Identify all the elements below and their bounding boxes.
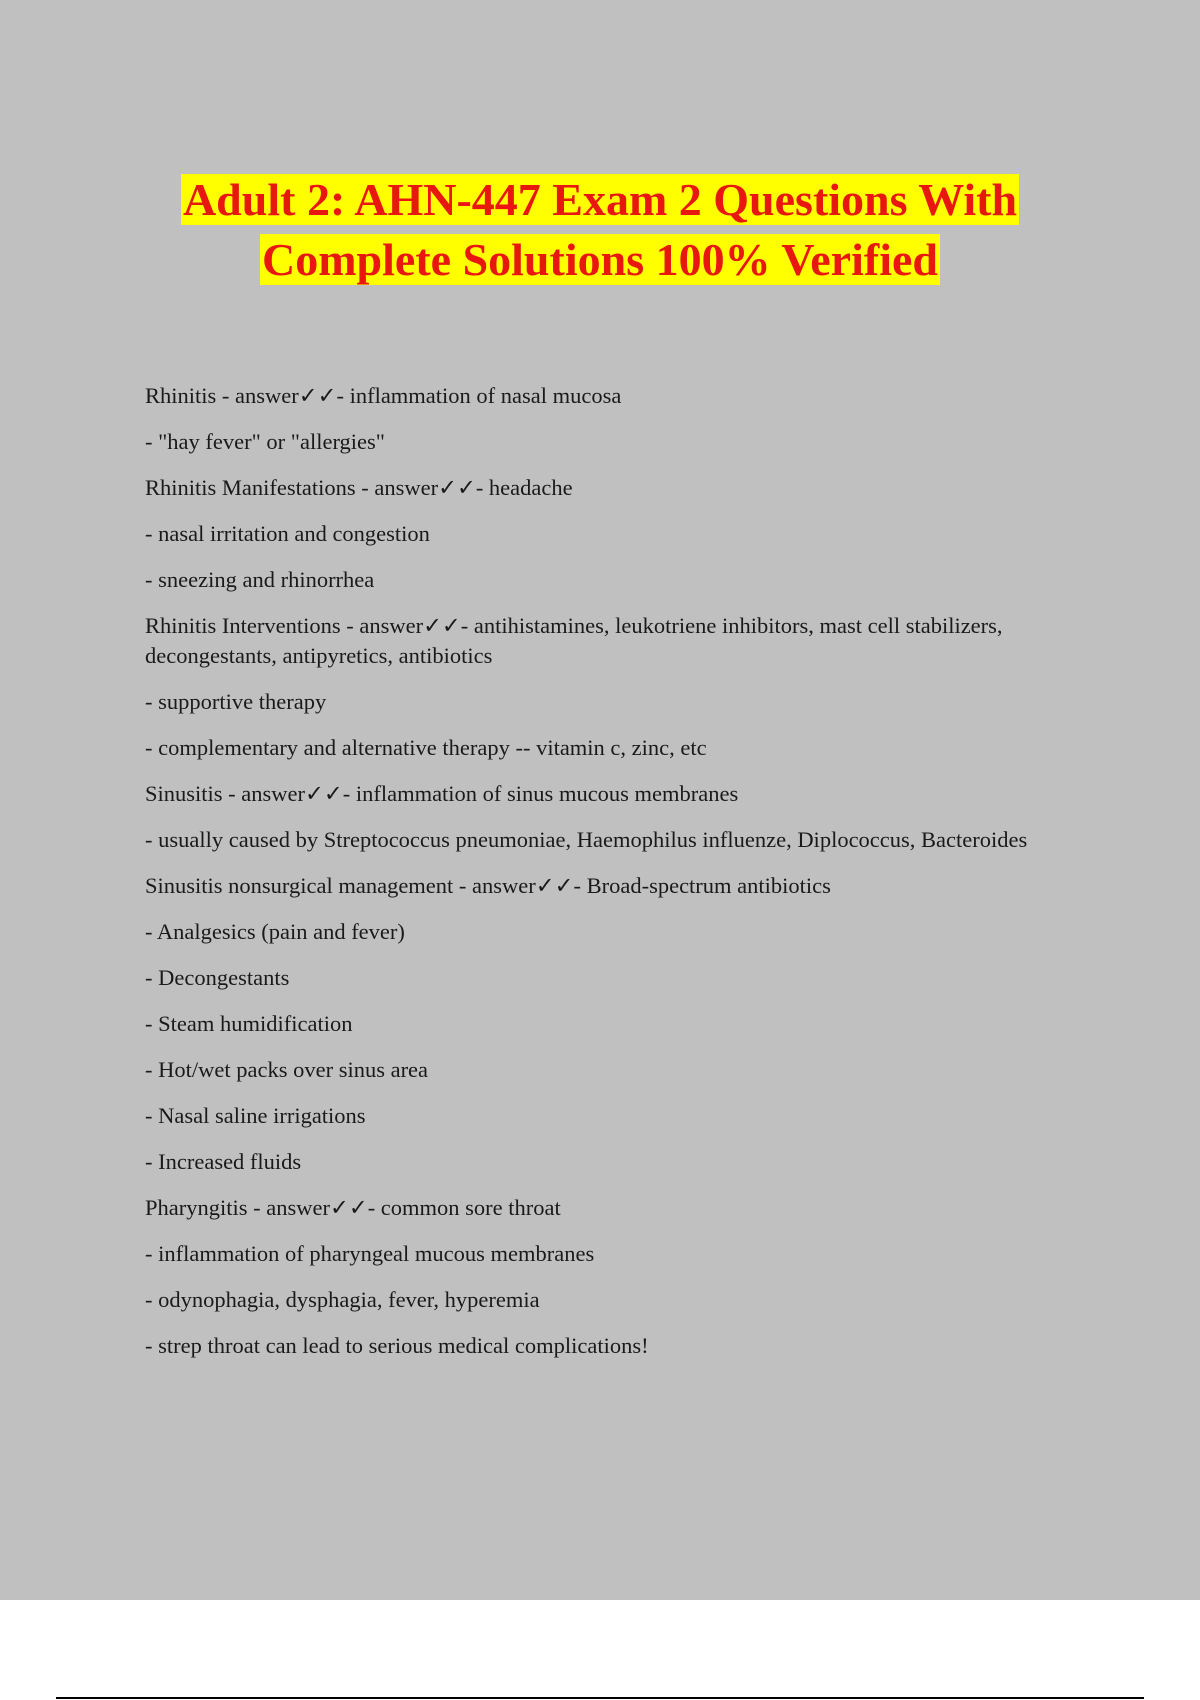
qa-list bbox=[145, 381, 1075, 1361]
qa-detail-line: - Analgesics (pain and fever) bbox=[145, 919, 405, 944]
title-line-1: Adult 2: AHN-447 Exam 2 Questions With bbox=[182, 174, 1018, 225]
qa-detail-line: - strep throat can lead to serious medical complications! bbox=[145, 1333, 649, 1358]
qa-entry bbox=[145, 381, 1075, 411]
qa-detail-line: - inflammation of pharyngeal mucous membranes bbox=[145, 1241, 595, 1266]
qa-detail-line: - "hay fever" or "allergies" bbox=[145, 429, 385, 454]
answer-marker: answer✓✓ bbox=[359, 613, 461, 638]
qa-entry bbox=[145, 871, 1075, 901]
qa-entry bbox=[145, 1193, 1075, 1223]
qa-detail-line: - usually caused by Streptococcus pneumoniae, Haemophilus influenze, Diplococcus, Bacteroides bbox=[145, 827, 1028, 852]
qa-detail-line: - Decongestants bbox=[145, 965, 290, 990]
qa-answer: - inflammation of nasal mucosa bbox=[336, 383, 622, 408]
answer-marker: answer✓✓ bbox=[235, 383, 337, 408]
qa-term: Rhinitis Manifestations - bbox=[145, 475, 375, 500]
title-line-2: Complete Solutions 100% Verified bbox=[262, 234, 938, 285]
qa-detail-line: - nasal irritation and congestion bbox=[145, 521, 430, 546]
answer-marker: answer✓✓ bbox=[472, 873, 574, 898]
qa-entry bbox=[145, 473, 1075, 503]
qa-answer: - headache bbox=[475, 475, 573, 500]
qa-answer: - antihistamines, leukotriene inhibitors, mast cell stabilizers, decongestants, antipyretics, antibiotics bbox=[145, 613, 1003, 668]
qa-detail-line: - Increased fluids bbox=[145, 1149, 302, 1174]
qa-term: Rhinitis Interventions - bbox=[145, 613, 360, 638]
qa-detail-line: - sneezing and rhinorrhea bbox=[145, 567, 375, 592]
qa-detail-line: - complementary and alternative therapy -- vitamin c, zinc, etc bbox=[145, 735, 707, 760]
qa-answer: - inflammation of sinus mucous membranes bbox=[342, 781, 739, 806]
qa-term: Pharyngitis - bbox=[145, 1195, 267, 1220]
qa-detail-line: - Nasal saline irrigations bbox=[145, 1103, 366, 1128]
answer-marker: answer✓✓ bbox=[266, 1195, 368, 1220]
qa-detail-line: - Steam humidification bbox=[145, 1011, 353, 1036]
answer-marker: answer✓✓ bbox=[374, 475, 476, 500]
qa-detail-line: - supportive therapy bbox=[145, 689, 327, 714]
answer-marker: answer✓✓ bbox=[241, 781, 343, 806]
qa-term: Sinusitis - bbox=[145, 781, 242, 806]
qa-detail-line: - odynophagia, dysphagia, fever, hyperemia bbox=[145, 1287, 540, 1312]
footer-rule bbox=[56, 1697, 1144, 1699]
qa-answer: - common sore throat bbox=[367, 1195, 561, 1220]
document-title bbox=[100, 170, 1100, 290]
qa-term: Rhinitis - bbox=[145, 383, 236, 408]
qa-entry bbox=[145, 611, 1075, 671]
qa-answer: - Broad-spectrum antibiotics bbox=[573, 873, 831, 898]
qa-term: Sinusitis nonsurgical management - bbox=[145, 873, 473, 898]
qa-detail-line: - Hot/wet packs over sinus area bbox=[145, 1057, 429, 1082]
qa-entry bbox=[145, 779, 1075, 809]
